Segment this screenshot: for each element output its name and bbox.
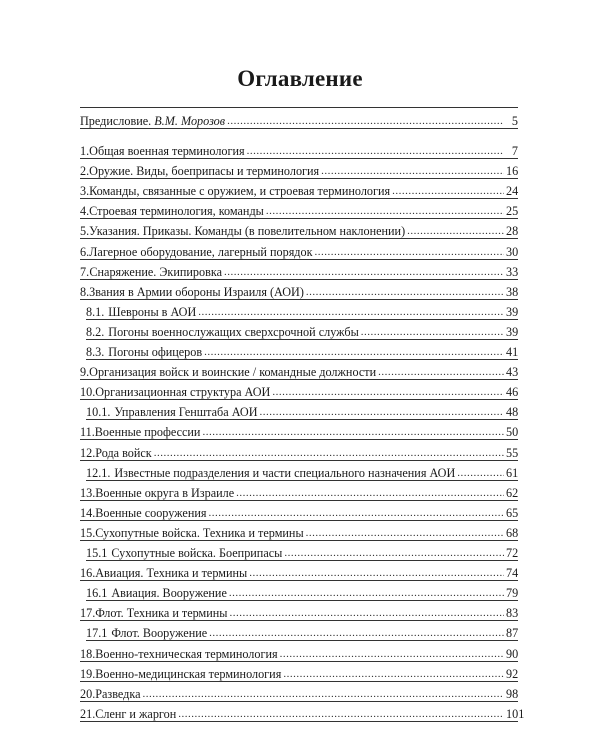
toc-entry-page: 39 xyxy=(506,324,519,339)
dot-leader xyxy=(230,607,505,620)
toc-entry-label: Рода войск xyxy=(95,445,152,460)
dot-leader xyxy=(260,406,504,419)
toc-entry-number: 15.1 xyxy=(86,546,108,560)
toc-entry-page: 98 xyxy=(506,686,519,701)
toc-entry-label: Сленг и жаргон xyxy=(95,706,177,721)
toc-entry-number: 18. xyxy=(80,646,96,661)
toc-entry-label: Снаряжение. Экипировка xyxy=(89,264,222,279)
toc-entry-row[interactable] xyxy=(86,623,518,641)
toc-entry-row[interactable] xyxy=(80,242,518,260)
dot-leader xyxy=(392,185,504,198)
dot-leader xyxy=(272,386,504,399)
toc-entry-row[interactable] xyxy=(86,302,518,320)
toc-entry-page: 68 xyxy=(506,525,519,540)
toc-entry-number: 16. xyxy=(80,566,96,581)
toc-entry-row[interactable] xyxy=(86,543,518,561)
toc-entry-page: 24 xyxy=(506,184,519,199)
dot-leader xyxy=(280,648,504,661)
toc-entry-row[interactable] xyxy=(80,382,518,400)
toc-entry-number: 8.1. xyxy=(86,304,105,319)
toc-entry-row[interactable] xyxy=(80,443,518,461)
toc-entry-label: Военные профессии xyxy=(94,425,201,440)
toc-entry-row[interactable] xyxy=(80,181,518,199)
toc-entry-row[interactable] xyxy=(86,463,518,481)
toc-entry-page: 39 xyxy=(506,304,519,319)
toc-entry-number: 5. xyxy=(80,224,90,239)
dot-leader xyxy=(202,426,504,439)
toc-entry-number: 20. xyxy=(80,686,96,701)
toc-entry-row[interactable] xyxy=(86,402,518,420)
toc-entry-number: 16.1 xyxy=(86,586,108,601)
toc-entry-page: 74 xyxy=(506,566,519,581)
toc-entry-row[interactable] xyxy=(80,503,518,521)
toc-entry-label: Военные округа в Израиле xyxy=(95,485,235,500)
toc-entry-label: Организация войск и воинские / командные должности xyxy=(89,365,377,380)
toc-entry-number: 6. xyxy=(80,244,90,259)
toc-entry-row[interactable] xyxy=(80,422,518,440)
toc-entry-label: Сухопутные войска. Боеприпасы xyxy=(111,546,283,560)
dot-leader xyxy=(143,688,504,701)
toc-entry-number: 3. xyxy=(80,184,90,199)
toc-entry-row[interactable] xyxy=(80,603,518,621)
toc-entry-label: Флот. Вооружение xyxy=(111,626,208,641)
toc-entry-page: 65 xyxy=(506,505,519,520)
toc-entry-number: 15. xyxy=(80,525,96,540)
toc-entry-page: 28 xyxy=(506,224,519,239)
toc-entry-page: 62 xyxy=(506,485,519,500)
toc-entry-label: Авиация. Техника и термины xyxy=(95,566,248,581)
dot-leader xyxy=(315,246,504,259)
toc-entry-row[interactable] xyxy=(80,644,518,662)
dot-leader xyxy=(321,165,504,178)
dot-leader xyxy=(224,266,504,279)
toc-entry-page: 43 xyxy=(506,365,519,380)
dot-leader xyxy=(204,346,504,359)
dot-leader xyxy=(209,507,505,520)
toc-entry-label: Сухопутные войска. Техника и термины xyxy=(95,525,304,540)
toc-entry-label: Управления Генштаба АОИ xyxy=(114,405,258,420)
toc-entry-page: 55 xyxy=(506,445,519,460)
toc-entry-number: 14. xyxy=(80,505,96,520)
dot-leader xyxy=(283,668,504,681)
toc-entry-label: Известные подразделения и части специального назначения АОИ xyxy=(114,465,456,480)
toc-entry-label: Указания. Приказы. Команды (в повелительном наклонении) xyxy=(89,224,406,239)
toc-entry-number: 21. xyxy=(80,706,96,721)
toc-entry-page: 50 xyxy=(506,425,519,440)
toc-entry-number: 12. xyxy=(80,445,96,460)
toc-entry-page: 48 xyxy=(506,405,519,420)
dot-leader xyxy=(266,205,504,218)
toc-entry-number: 1. xyxy=(80,144,90,158)
dot-leader xyxy=(284,547,504,560)
toc-entry-row[interactable] xyxy=(80,684,518,702)
toc-entry-number: 12.1. xyxy=(86,465,111,480)
toc-entry-page: 61 xyxy=(506,465,519,480)
toc-entry-row[interactable] xyxy=(80,362,518,380)
dot-leader xyxy=(247,145,504,158)
dot-leader xyxy=(378,366,504,379)
toc-entry-label: Авиация. Вооружение xyxy=(111,586,227,601)
toc-entry-label: Разведка xyxy=(95,686,141,701)
toc-entry-label: Организационная структура АОИ xyxy=(95,385,271,400)
toc-entry-number: 19. xyxy=(80,666,96,681)
toc-entry-number: 13. xyxy=(80,485,96,500)
dot-leader xyxy=(407,225,504,238)
toc-entry-page: 92 xyxy=(506,666,519,681)
toc-entry-page: 83 xyxy=(506,606,519,621)
preface-page: 5 xyxy=(511,114,518,128)
toc-entry-row[interactable] xyxy=(80,161,518,179)
toc-entry-number: 7. xyxy=(80,264,90,279)
toc-entry-page: 30 xyxy=(506,244,519,259)
toc-entry-page: 72 xyxy=(506,546,519,560)
toc-entry-row[interactable] xyxy=(86,322,518,340)
toc-entry-row[interactable] xyxy=(80,523,518,541)
toc-entry-page: 79 xyxy=(506,586,519,601)
toc-entry-label: Военные сооружения xyxy=(95,505,207,520)
toc-entry-number: 10. xyxy=(80,385,96,400)
toc-entry-label: Команды, связанные с оружием, и строевая терминология xyxy=(89,184,391,199)
toc-entry-page: 38 xyxy=(506,284,519,299)
toc-entry-number: 17.1 xyxy=(86,626,108,641)
toc-entry-page: 46 xyxy=(506,385,519,400)
dot-leader xyxy=(306,286,504,299)
toc-entry-page: 33 xyxy=(506,264,519,279)
toc-entry-row[interactable] xyxy=(80,664,518,682)
toc-entry-number: 2. xyxy=(80,164,90,179)
toc-entry-number: 11. xyxy=(80,425,95,440)
toc-entry-number: 8.3. xyxy=(86,345,105,359)
toc-entry-number: 9. xyxy=(80,365,90,380)
dot-leader xyxy=(178,708,504,721)
toc-entry-label: Звания в Армии обороны Израиля (АОИ) xyxy=(89,284,304,299)
toc-entry-row[interactable] xyxy=(80,483,518,501)
toc-entry-row[interactable] xyxy=(86,583,518,601)
dot-leader xyxy=(457,467,504,480)
toc-entry-page: 87 xyxy=(506,626,519,641)
toc-entry-label: Оружие. Виды, боеприпасы и терминология xyxy=(89,164,320,179)
toc-entry-row[interactable] xyxy=(80,201,518,219)
toc-entry-label: Строевая терминология, команды xyxy=(89,204,264,219)
toc-entry-page: 101 xyxy=(506,706,525,721)
toc-entry-page: 16 xyxy=(506,164,519,179)
toc-entry-label: Флот. Техника и термины xyxy=(95,606,228,621)
toc-entry-label: Погоны офицеров xyxy=(108,345,203,359)
toc-entry-row[interactable] xyxy=(86,342,518,360)
toc-entry-row[interactable] xyxy=(80,221,518,239)
toc-entry-number: 17. xyxy=(80,606,96,621)
toc-entry-number: 4. xyxy=(80,204,90,219)
toc-entry-page: 41 xyxy=(506,345,519,359)
page-title: Оглавление xyxy=(237,66,363,91)
dot-leader xyxy=(361,326,504,339)
dot-leader xyxy=(198,306,504,319)
dot-leader xyxy=(236,487,504,500)
toc-entry-page: 7 xyxy=(511,144,518,158)
dot-leader xyxy=(229,587,504,600)
toc-entry-row[interactable] xyxy=(80,563,518,581)
toc-entry-row[interactable] xyxy=(80,262,518,280)
dot-leader xyxy=(249,567,504,580)
toc-entry-number: 10.1. xyxy=(86,405,111,420)
toc-entry-label: Шевроны в АОИ xyxy=(108,304,197,319)
toc-entry-label: Общая военная терминология xyxy=(89,144,245,158)
toc-entry-page: 90 xyxy=(506,646,519,661)
preface-label: Предисловие. В.М. Морозов xyxy=(80,114,226,128)
toc-entry-row[interactable] xyxy=(80,141,518,159)
dot-leader xyxy=(306,527,504,540)
dot-leader xyxy=(154,447,504,460)
toc-entry-label: Военно-медицинская терминология xyxy=(95,666,282,681)
toc-entry-label: Лагерное оборудование, лагерный порядок xyxy=(89,244,313,259)
toc-entry-row[interactable] xyxy=(80,282,518,300)
toc-entry-label: Погоны военнослужащих сверхсрочной службы xyxy=(108,324,359,339)
toc-entry-row[interactable] xyxy=(80,704,525,722)
toc-entry-number: 8. xyxy=(80,284,90,299)
toc-entry-page: 25 xyxy=(506,204,519,219)
dot-leader xyxy=(209,627,504,640)
toc-entry-label: Военно-техническая терминология xyxy=(95,646,278,661)
preface-author: В.М. Морозов xyxy=(154,114,226,128)
toc-entry-number: 8.2. xyxy=(86,324,105,339)
